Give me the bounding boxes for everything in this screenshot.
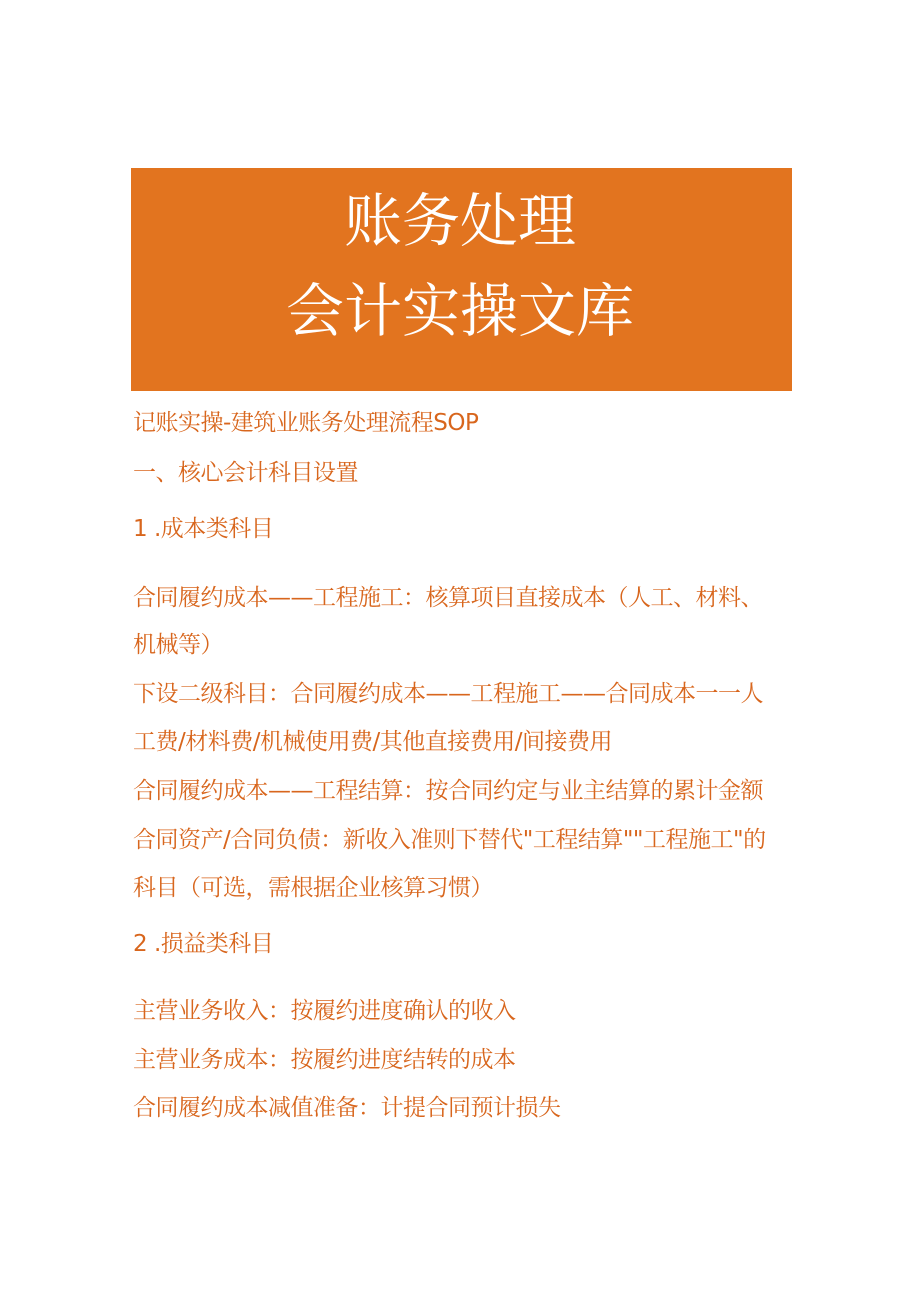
cost-item-line: 工费/材料费/机械使用费/其他直接费用/间接费用 <box>133 729 612 755</box>
doc-title: 记账实操-建筑业账务处理流程SOP <box>133 410 479 436</box>
section-heading-core-accounts: 一、核心会计科目设置 <box>133 460 358 486</box>
subsection-heading-profit-loss-accounts: 2 .损益类科目 <box>133 931 274 957</box>
subsection-heading-cost-accounts: 1 .成本类科目 <box>133 516 274 542</box>
profit-loss-item-line: 主营业务收入：按履约进度确认的收入 <box>133 998 516 1024</box>
profit-loss-item-line: 主营业务成本：按履约进度结转的成本 <box>133 1047 516 1073</box>
cost-item-line: 机械等） <box>133 632 223 658</box>
cost-item-line: 下设二级科目：合同履约成本——工程施工——合同成本一一人 <box>133 681 763 707</box>
cost-item-line: 科目（可选，需根据企业核算习惯） <box>133 875 493 901</box>
banner-title-line1: 账务处理 <box>343 187 576 255</box>
cost-item-line: 合同履约成本——工程施工：核算项目直接成本（人工、材料、 <box>133 585 763 611</box>
cost-item-line: 合同资产/合同负债：新收入准则下替代"工程结算""工程施工"的 <box>133 827 766 853</box>
banner-title-line2: 会计实操文库 <box>285 277 634 345</box>
profit-loss-item-line: 合同履约成本减值准备：计提合同预计损失 <box>133 1095 561 1121</box>
cost-item-line: 合同履约成本——工程结算：按合同约定与业主结算的累计金额 <box>133 778 763 804</box>
